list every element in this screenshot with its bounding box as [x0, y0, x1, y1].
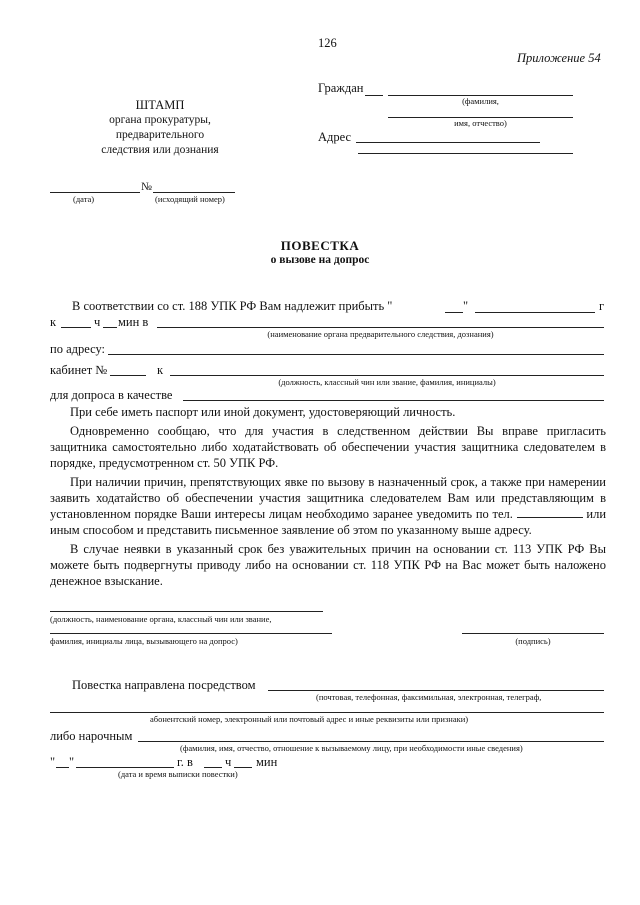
address-line-2[interactable]	[358, 153, 573, 154]
hint-surname: (фамилия,	[462, 96, 499, 106]
phone-line[interactable]	[517, 507, 583, 518]
hint-caller-name: фамилия, инициалы лица, вызывающего на допрос)	[50, 636, 238, 646]
body-text	[50, 404, 606, 589]
day-line[interactable]	[445, 312, 463, 313]
at-k-label: к	[50, 315, 57, 329]
interrogation-label: для допроса в качестве	[50, 388, 173, 402]
address-label: Адрес	[318, 130, 352, 144]
channel-line[interactable]	[268, 690, 604, 691]
to-k-label: к	[157, 363, 164, 377]
sent-via-label: Повестка направлена посредством	[72, 678, 256, 692]
position-line[interactable]	[50, 611, 323, 612]
name-line[interactable]	[50, 633, 332, 634]
year-suffix: г	[599, 299, 605, 313]
capacity-line[interactable]	[183, 400, 604, 401]
hint-signature: (подпись)	[515, 636, 551, 646]
by-hand-label: либо нарочным	[50, 729, 133, 743]
hint-position: (должность, наименование органа, классный чин или звание,	[50, 614, 272, 624]
paragraph-notice-b: или иным способом и представить письменное заявление об этом по указанному выше адресу.	[50, 507, 607, 537]
paragraph-notice	[50, 474, 606, 538]
address-field-label: по адресу:	[50, 342, 106, 356]
date-line[interactable]	[50, 192, 140, 193]
issue-quote-close: "	[69, 755, 75, 769]
citizen-label: Граждан	[318, 81, 364, 95]
hint-channels: (почтовая, телефонная, факсимильная, электронная, телеграф,	[316, 692, 542, 702]
hint-organ: (наименование органа предварительного следствия, дознания)	[267, 329, 494, 339]
cabinet-line[interactable]	[110, 375, 146, 376]
stamp-line-2: предварительного	[115, 129, 205, 141]
issue-hours-label: ч	[225, 755, 232, 769]
month-year-line[interactable]	[475, 312, 595, 313]
minutes-in-label: мин в	[118, 315, 149, 329]
issue-hours-line[interactable]	[204, 767, 222, 768]
hint-subscriber: абонентский номер, электронный или почтовый адрес и иные реквизиты или признаки)	[150, 714, 469, 724]
issue-day-line[interactable]	[56, 767, 69, 768]
hint-datetime: (дата и время выписки повестки)	[118, 769, 238, 779]
intro-text: В соответствии со ст. 188 УПК РФ Вам надлежит прибыть "	[72, 299, 393, 313]
stamp-title: ШТАМП	[135, 98, 185, 112]
address-field-line[interactable]	[108, 354, 604, 355]
issue-month-line[interactable]	[76, 767, 174, 768]
cabinet-label: кабинет №	[50, 363, 108, 377]
minutes-line[interactable]	[103, 327, 117, 328]
subscriber-line[interactable]	[50, 712, 604, 713]
official-line[interactable]	[170, 375, 604, 376]
hours-line[interactable]	[61, 327, 91, 328]
paragraph-notice-a: При наличии причин, препятствующих явке по вызову в назначенный срок, а также при намерении заявить ходатайство об обеспечении участия защитника следователем Вам или представляющим в установленном порядке Ваши интересы лицам необходимо заранее уведомить по тел.	[50, 475, 606, 521]
number-sign: №	[141, 181, 152, 193]
citizen-suffix-line[interactable]	[365, 95, 383, 96]
organ-line[interactable]	[157, 327, 604, 328]
paragraph-penalty: В случае неявки в указанный срок без уважительных причин на основании ст. 113 УПК РФ Вы можете быть подвергнуты приводу либо на основании ст. 118 УПК РФ на Вас может быть наложено денежное взыскание.	[50, 542, 606, 588]
hint-official: (должность, классный чин или звание, фамилия, инициалы)	[278, 377, 496, 387]
address-line-1[interactable]	[356, 142, 540, 143]
document-title: ПОВЕСТКА	[280, 238, 360, 253]
page-number: 126	[318, 36, 337, 50]
signature-line[interactable]	[462, 633, 604, 634]
courier-line[interactable]	[138, 741, 604, 742]
paragraph-defender: Одновременно сообщаю, что для участия в следственном действии Вы вправе пригласить защитника самостоятельно либо ходатайствовать об обеспечении участия защитника следователем в порядке, предусмотренном ст. 50 УПК РФ.	[50, 424, 606, 470]
stamp-line-3: следствия или дознания	[101, 144, 219, 156]
paragraph-documents: При себе иметь паспорт или иной документ, удостоверяющий личность.	[70, 405, 456, 419]
hint-date: (дата)	[73, 194, 95, 204]
hint-person: (фамилия, имя, отчество, отношение к вызываемому лицу, при необходимости иные сведения)	[180, 743, 523, 753]
year-in-label: г. в	[177, 755, 193, 769]
quote-close: "	[463, 299, 469, 313]
issue-minutes-label: мин	[256, 755, 278, 769]
document-subtitle: о вызове на допрос	[270, 254, 370, 266]
number-line[interactable]	[153, 192, 235, 193]
hint-number: (исходящий номер)	[155, 194, 225, 204]
issue-quote-open: "	[50, 755, 56, 769]
hint-name: имя, отчество)	[454, 118, 507, 128]
appendix-label: Приложение 54	[517, 51, 601, 65]
stamp-line-1: органа прокуратуры,	[109, 114, 211, 126]
issue-minutes-line[interactable]	[234, 767, 252, 768]
hours-label: ч	[94, 315, 101, 329]
